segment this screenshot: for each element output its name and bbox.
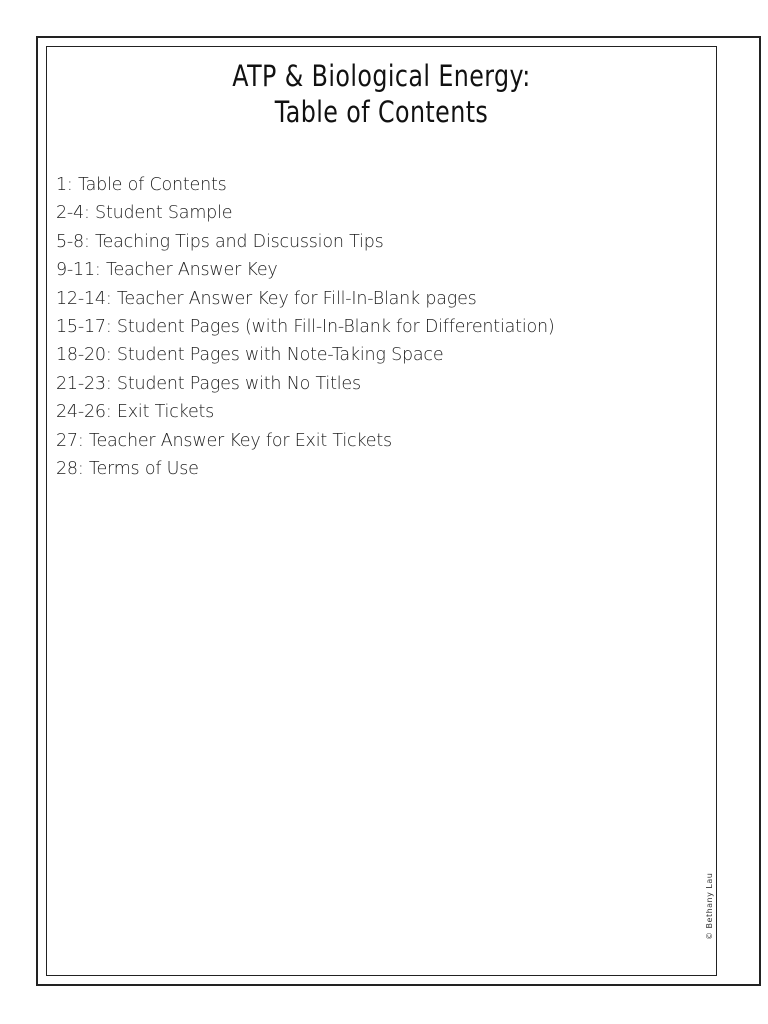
toc-item: 1: Table of Contents (56, 175, 227, 195)
toc-item: 9-11: Teacher Answer Key (56, 260, 278, 281)
toc-item: 15-17: Student Pages (with Fill-In-Blank for Differentiation) (56, 317, 555, 338)
table-of-contents-list (56, 171, 555, 483)
title-line-2: Table of Contents (274, 95, 489, 129)
toc-item: 18-20: Student Pages with Note-Taking Space (56, 345, 444, 366)
title-line-1: ATP & Biological Energy: (232, 59, 531, 93)
toc-item: 28: Terms of Use (56, 459, 199, 480)
copyright-notice: © Bethany Lau (705, 872, 714, 940)
toc-item: 21-23: Student Pages with No Titles (56, 373, 361, 394)
toc-item: 5-8: Teaching Tips and Discussion Tips (56, 231, 384, 252)
toc-item: 12-14: Teacher Answer Key for Fill-In-Blank pages (56, 288, 477, 309)
toc-item: 27: Teacher Answer Key for Exit Tickets (56, 430, 392, 451)
toc-item: 2-4: Student Sample (56, 203, 233, 224)
page-title (46, 58, 717, 130)
toc-item: 24-26: Exit Tickets (56, 402, 215, 423)
